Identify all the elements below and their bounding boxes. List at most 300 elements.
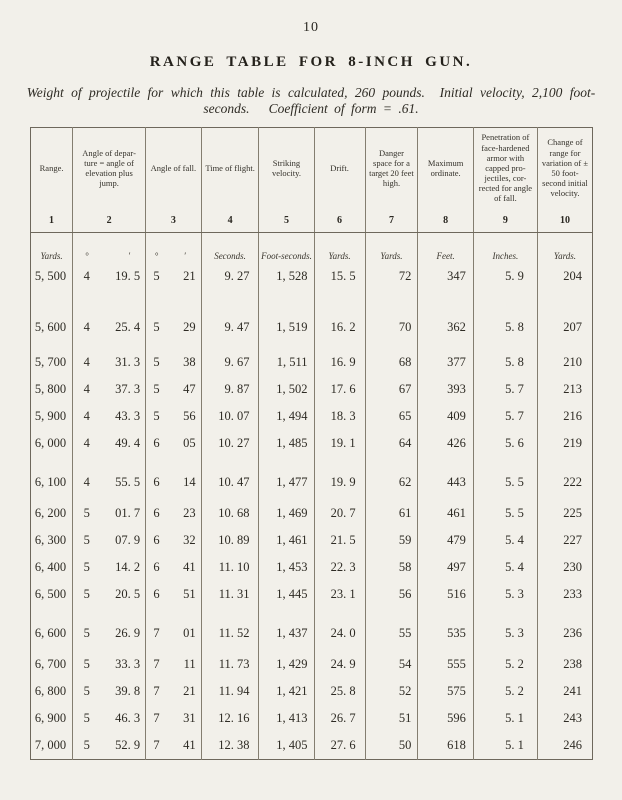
cell-danger-space: 58 [365, 554, 418, 581]
cell-angle-of-fall [146, 732, 202, 760]
column-number-range: 1 [31, 208, 73, 233]
column-number-maximum-ordinate: 8 [418, 208, 474, 233]
cell-range: 7, 000 [31, 732, 73, 760]
cell-angle-of-departure [73, 290, 146, 349]
angle-pair [146, 436, 201, 451]
angle-degrees: 5 [153, 320, 160, 334]
angle-degrees: 4 [83, 382, 90, 396]
cell-striking-velocity: 1, 453 [259, 554, 314, 581]
column-header-text: Change of range for variation of ± 50 foot-second initial velocity. [541, 137, 589, 199]
cell-maximum-ordinate: 555 [418, 651, 474, 678]
cell-angle-of-departure [73, 376, 146, 403]
degree-symbol: ° [84, 251, 89, 261]
cell-range: 6, 200 [31, 500, 73, 527]
column-header-change-of-range [537, 128, 592, 209]
cell-penetration: 5. 8 [473, 349, 537, 376]
cell-maximum-ordinate: 497 [418, 554, 474, 581]
cell-drift: 16. 2 [314, 290, 365, 349]
column-unit-change-of-range [537, 233, 592, 264]
angle-degrees: 5 [153, 355, 160, 369]
angle-pair [73, 355, 145, 370]
angle-minutes: 21 [183, 269, 196, 283]
cell-time-of-flight: 9. 67 [201, 349, 259, 376]
angle-pair [146, 475, 201, 490]
cell-danger-space: 61 [365, 500, 418, 527]
angle-minutes: 07. 9 [115, 533, 141, 547]
cell-angle-of-fall [146, 608, 202, 651]
cell-maximum-ordinate: 596 [418, 705, 474, 732]
cell-change-of-range: 225 [563, 506, 582, 520]
angle-minutes: 39. 8 [115, 684, 141, 698]
cell-angle-of-fall [146, 678, 202, 705]
cell-range: 6, 600 [31, 608, 73, 651]
cell-drift: 21. 5 [314, 527, 365, 554]
caption-line-1: Weight of projectile for which this table is calculated, 260 pounds. Initial velocity, 2,100 foot- [26, 85, 596, 100]
angle-minutes: 33. 3 [115, 657, 141, 671]
cell-change-of-range: 213 [563, 382, 582, 396]
cell-angle-of-fall [146, 651, 202, 678]
angle-degrees: 4 [83, 355, 90, 369]
cell-time-of-flight: 12. 16 [201, 705, 259, 732]
column-number-striking-velocity: 5 [259, 208, 314, 233]
angle-degrees: 5 [83, 738, 90, 752]
cell-change-of-range: 219 [563, 436, 582, 450]
cell-drift: 24. 9 [314, 651, 365, 678]
column-unit-time-of-flight [201, 233, 259, 264]
column-header-striking-velocity [259, 128, 314, 209]
unit-label: Inches. [492, 251, 519, 261]
range-table [30, 127, 593, 760]
cell-drift: 17. 6 [314, 376, 365, 403]
angle-pair [73, 684, 145, 699]
column-number-change-of-range: 10 [537, 208, 592, 233]
table-row-range-5600 [31, 290, 593, 349]
angle-minutes: 46. 3 [115, 711, 141, 725]
cell-time-of-flight: 9. 47 [201, 290, 259, 349]
cell-striking-velocity: 1, 437 [259, 608, 314, 651]
cell-striking-velocity: 1, 445 [259, 581, 314, 608]
column-unit-range [31, 233, 73, 264]
angle-minutes: 01 [183, 626, 196, 640]
angle-pair [73, 475, 145, 490]
cell-change-of-range: 207 [563, 320, 582, 334]
cell-danger-space: 64 [365, 430, 418, 457]
cell-drift: 19. 9 [314, 457, 365, 500]
cell-change-of-range: 246 [563, 738, 582, 752]
cell-change-of-range: 238 [563, 657, 582, 671]
cell-striking-velocity: 1, 511 [259, 349, 314, 376]
cell-penetration: 5. 4 [473, 554, 537, 581]
table-body [31, 233, 593, 760]
cell-penetration: 5. 5 [473, 457, 537, 500]
cell-change-of-range: 243 [563, 711, 582, 725]
table-row-range-6600 [31, 608, 593, 651]
cell-range: 6, 300 [31, 527, 73, 554]
angle-pair [146, 409, 201, 424]
cell-maximum-ordinate: 461 [418, 500, 474, 527]
cell-striking-velocity: 1, 421 [259, 678, 314, 705]
column-header-drift [314, 128, 365, 209]
page-number: 10 [303, 20, 319, 35]
cell-time-of-flight: 11. 73 [201, 651, 259, 678]
angle-pair [73, 506, 145, 521]
cell-time-of-flight: 11. 10 [201, 554, 259, 581]
angle-minutes: 14. 2 [115, 560, 141, 574]
minute-symbol: ′ [183, 251, 186, 261]
cell-range: 6, 100 [31, 457, 73, 500]
cell-danger-space: 56 [365, 581, 418, 608]
cell-maximum-ordinate: 443 [418, 457, 474, 500]
cell-range: 6, 900 [31, 705, 73, 732]
cell-time-of-flight: 11. 31 [201, 581, 259, 608]
cell-danger-space: 70 [365, 290, 418, 349]
cell-time-of-flight: 10. 68 [201, 500, 259, 527]
angle-pair [146, 320, 201, 335]
cell-drift: 27. 6 [314, 732, 365, 760]
table-row-range-5500 [31, 263, 593, 290]
angle-minutes: 21 [183, 684, 196, 698]
angle-minutes: 51 [183, 587, 196, 601]
column-header-text: Time of flight. [205, 162, 255, 173]
angle-degrees: 6 [153, 475, 160, 489]
cell-angle-of-departure [73, 500, 146, 527]
table-row-range-6100 [31, 457, 593, 500]
unit-label: Feet. [436, 251, 455, 261]
cell-change-of-range: 210 [563, 355, 582, 369]
cell-penetration: 5. 8 [473, 290, 537, 349]
cell-drift: 23. 1 [314, 581, 365, 608]
table-caption [0, 85, 622, 117]
cell-danger-space: 68 [365, 349, 418, 376]
cell-angle-of-departure [73, 705, 146, 732]
cell-angle-of-departure [73, 430, 146, 457]
cell-penetration: 5. 7 [473, 376, 537, 403]
angle-minutes: 55. 5 [115, 475, 141, 489]
angle-minutes: 14 [183, 475, 196, 489]
cell-striking-velocity: 1, 528 [259, 263, 314, 290]
angle-minutes: 47 [183, 382, 196, 396]
cell-drift: 25. 8 [314, 678, 365, 705]
column-unit-striking-velocity [259, 233, 314, 264]
angle-pair [73, 738, 145, 753]
cell-maximum-ordinate: 479 [418, 527, 474, 554]
cell-penetration: 5. 7 [473, 403, 537, 430]
angle-degrees: 7 [153, 711, 160, 725]
cell-danger-space: 67 [365, 376, 418, 403]
column-number-row [31, 208, 593, 233]
column-header-danger-space [365, 128, 418, 209]
angle-degrees: 5 [153, 269, 160, 283]
angle-pair [146, 738, 201, 753]
cell-striking-velocity: 1, 502 [259, 376, 314, 403]
cell-drift: 15. 5 [314, 263, 365, 290]
column-number-time-of-flight: 4 [201, 208, 259, 233]
cell-penetration: 5. 4 [473, 527, 537, 554]
angle-pair [73, 409, 145, 424]
cell-angle-of-fall [146, 457, 202, 500]
cell-range: 6, 500 [31, 581, 73, 608]
angle-pair [146, 269, 201, 284]
angle-degrees: 7 [153, 684, 160, 698]
angle-degrees: 6 [153, 436, 160, 450]
angle-degrees: 5 [153, 409, 160, 423]
cell-angle-of-fall [146, 581, 202, 608]
column-unit-angle-of-fall [146, 233, 202, 264]
cell-penetration: 5. 2 [473, 678, 537, 705]
unit-label: Yards. [380, 251, 403, 261]
cell-angle-of-departure [73, 527, 146, 554]
cell-range: 5, 600 [31, 290, 73, 349]
angle-minutes: 37. 3 [115, 382, 141, 396]
cell-penetration: 5. 5 [473, 500, 537, 527]
cell-drift: 19. 1 [314, 430, 365, 457]
cell-drift: 24. 0 [314, 608, 365, 651]
cell-striking-velocity: 1, 461 [259, 527, 314, 554]
angle-minutes: 23 [183, 506, 196, 520]
angle-minutes: 19. 5 [115, 269, 141, 283]
unit-label: Yards. [328, 251, 351, 261]
cell-angle-of-fall [146, 263, 202, 290]
column-number-angle-of-departure: 2 [73, 208, 146, 233]
angle-degrees: 5 [83, 560, 90, 574]
cell-drift: 22. 3 [314, 554, 365, 581]
cell-change-of-range: 236 [563, 626, 582, 640]
cell-danger-space: 55 [365, 608, 418, 651]
column-header-row [31, 128, 593, 209]
table-row-range-5900 [31, 403, 593, 430]
page-title: RANGE TABLE FOR 8-INCH GUN. [149, 54, 473, 70]
angle-minutes: 38 [183, 355, 196, 369]
column-unit-angle-of-departure [73, 233, 146, 264]
column-header-text: Striking velocity. [272, 157, 301, 178]
cell-angle-of-departure [73, 403, 146, 430]
angle-minutes: 32 [183, 533, 196, 547]
angle-pair [73, 711, 145, 726]
column-header-text: Maximum ordinate. [427, 157, 464, 178]
cell-change-of-range: 227 [563, 533, 582, 547]
cell-striking-velocity: 1, 469 [259, 500, 314, 527]
cell-danger-space: 59 [365, 527, 418, 554]
cell-range: 5, 900 [31, 403, 73, 430]
angle-pair [73, 533, 145, 548]
minute-symbol: ′ [128, 251, 131, 261]
cell-danger-space: 52 [365, 678, 418, 705]
cell-angle-of-departure [73, 554, 146, 581]
cell-time-of-flight: 12. 38 [201, 732, 259, 760]
angle-minutes: 26. 9 [115, 626, 141, 640]
angle-pair [146, 587, 201, 602]
table-row-range-6300 [31, 527, 593, 554]
cell-change-of-range: 241 [563, 684, 582, 698]
cell-change-of-range: 204 [563, 269, 582, 283]
angle-degrees: 6 [153, 587, 160, 601]
cell-change-of-range: 222 [563, 475, 582, 489]
cell-maximum-ordinate: 618 [418, 732, 474, 760]
angle-degrees: 7 [153, 657, 160, 671]
angle-pair [146, 711, 201, 726]
cell-change-of-range: 216 [563, 409, 582, 423]
angle-pair [73, 382, 145, 397]
column-unit-drift [314, 233, 365, 264]
table-row-range-6400 [31, 554, 593, 581]
angle-degrees: 7 [153, 626, 160, 640]
cell-time-of-flight: 10. 89 [201, 527, 259, 554]
angle-pair [146, 251, 201, 261]
angle-degrees: 5 [153, 382, 160, 396]
cell-range: 5, 800 [31, 376, 73, 403]
angle-degrees: 4 [83, 475, 90, 489]
angle-degrees: 4 [83, 320, 90, 334]
angle-minutes: 29 [183, 320, 196, 334]
unit-label: Foot-seconds. [261, 251, 312, 261]
cell-danger-space: 51 [365, 705, 418, 732]
column-header-text: Drift. [330, 162, 349, 173]
cell-time-of-flight: 10. 27 [201, 430, 259, 457]
angle-minutes: 31 [183, 711, 196, 725]
angle-pair [146, 355, 201, 370]
angle-degrees: 5 [83, 587, 90, 601]
column-unit-maximum-ordinate [418, 233, 474, 264]
angle-minutes: 11 [183, 657, 196, 671]
cell-striking-velocity: 1, 429 [259, 651, 314, 678]
cell-angle-of-fall [146, 290, 202, 349]
cell-angle-of-fall [146, 554, 202, 581]
column-number-angle-of-fall: 3 [146, 208, 202, 233]
column-unit-danger-space [365, 233, 418, 264]
angle-minutes: 49. 4 [115, 436, 141, 450]
column-number-penetration: 9 [473, 208, 537, 233]
cell-time-of-flight: 11. 94 [201, 678, 259, 705]
angle-minutes: 41 [183, 560, 196, 574]
column-header-text: Danger space for a target 20 feet high. [369, 147, 414, 189]
column-header-maximum-ordinate [418, 128, 474, 209]
cell-maximum-ordinate: 393 [418, 376, 474, 403]
cell-time-of-flight: 9. 27 [201, 263, 259, 290]
column-header-range [31, 128, 73, 209]
unit-label: Seconds. [214, 251, 246, 261]
cell-angle-of-departure [73, 651, 146, 678]
cell-time-of-flight: 11. 52 [201, 608, 259, 651]
cell-striking-velocity: 1, 413 [259, 705, 314, 732]
angle-pair [73, 657, 145, 672]
table-row-range-6700 [31, 651, 593, 678]
cell-striking-velocity: 1, 477 [259, 457, 314, 500]
cell-angle-of-departure [73, 732, 146, 760]
cell-maximum-ordinate: 426 [418, 430, 474, 457]
angle-degrees: 4 [83, 436, 90, 450]
cell-danger-space: 50 [365, 732, 418, 760]
cell-change-of-range: 230 [563, 560, 582, 574]
cell-penetration: 5. 2 [473, 651, 537, 678]
cell-drift: 16. 9 [314, 349, 365, 376]
angle-pair [73, 626, 145, 641]
angle-degrees: 4 [83, 269, 90, 283]
cell-penetration: 5. 9 [473, 263, 537, 290]
column-header-text: Penetration of face-hardened armor with capped pro-jectiles, cor-rected for angle of fall. [478, 132, 533, 204]
angle-pair [73, 251, 145, 261]
units-row [31, 233, 593, 264]
cell-angle-of-departure [73, 608, 146, 651]
angle-degrees: 7 [153, 738, 160, 752]
cell-striking-velocity: 1, 485 [259, 430, 314, 457]
table-row-range-6900 [31, 705, 593, 732]
angle-pair [73, 587, 145, 602]
cell-angle-of-departure [73, 263, 146, 290]
cell-drift: 26. 7 [314, 705, 365, 732]
cell-maximum-ordinate: 362 [418, 290, 474, 349]
angle-pair [146, 533, 201, 548]
cell-penetration: 5. 3 [473, 581, 537, 608]
table-row-range-5800 [31, 376, 593, 403]
table-head [31, 128, 593, 233]
angle-pair [146, 382, 201, 397]
cell-angle-of-departure [73, 457, 146, 500]
cell-angle-of-fall [146, 430, 202, 457]
column-header-penetration [473, 128, 537, 209]
angle-minutes: 43. 3 [115, 409, 141, 423]
cell-striking-velocity: 1, 405 [259, 732, 314, 760]
cell-maximum-ordinate: 535 [418, 608, 474, 651]
table-row-range-6200 [31, 500, 593, 527]
table-row-range-5700 [31, 349, 593, 376]
cell-drift: 20. 7 [314, 500, 365, 527]
table-row-range-6000 [31, 430, 593, 457]
angle-minutes: 20. 5 [115, 587, 141, 601]
cell-striking-velocity: 1, 519 [259, 290, 314, 349]
angle-minutes: 25. 4 [115, 320, 141, 334]
cell-angle-of-fall [146, 500, 202, 527]
cell-danger-space: 54 [365, 651, 418, 678]
angle-degrees: 5 [83, 533, 90, 547]
cell-time-of-flight: 10. 47 [201, 457, 259, 500]
table-row-range-6500 [31, 581, 593, 608]
cell-penetration: 5. 3 [473, 608, 537, 651]
angle-minutes: 52. 9 [115, 738, 141, 752]
cell-range: 5, 500 [31, 263, 73, 290]
cell-maximum-ordinate: 575 [418, 678, 474, 705]
angle-pair [146, 626, 201, 641]
angle-degrees: 5 [83, 657, 90, 671]
angle-pair [146, 657, 201, 672]
cell-time-of-flight: 10. 07 [201, 403, 259, 430]
angle-pair [146, 506, 201, 521]
cell-striking-velocity: 1, 494 [259, 403, 314, 430]
angle-degrees: 6 [153, 533, 160, 547]
cell-range: 6, 400 [31, 554, 73, 581]
angle-pair [73, 436, 145, 451]
angle-degrees: 4 [83, 409, 90, 423]
cell-angle-of-fall [146, 349, 202, 376]
unit-label: Yards. [553, 251, 577, 261]
cell-angle-of-departure [73, 678, 146, 705]
angle-minutes: 31. 3 [115, 355, 141, 369]
cell-range: 5, 700 [31, 349, 73, 376]
cell-penetration: 5. 1 [473, 732, 537, 760]
cell-danger-space: 72 [365, 263, 418, 290]
cell-range: 6, 700 [31, 651, 73, 678]
angle-degrees: 5 [83, 506, 90, 520]
cell-maximum-ordinate: 409 [418, 403, 474, 430]
caption-line-2: seconds. Coefficient of form = .61. [203, 101, 419, 116]
angle-pair [73, 560, 145, 575]
angle-degrees: 6 [153, 560, 160, 574]
cell-drift: 18. 3 [314, 403, 365, 430]
angle-pair [73, 320, 145, 335]
cell-angle-of-fall [146, 705, 202, 732]
column-number-drift: 6 [314, 208, 365, 233]
cell-maximum-ordinate: 347 [418, 263, 474, 290]
unit-label: Yards. [40, 251, 63, 261]
